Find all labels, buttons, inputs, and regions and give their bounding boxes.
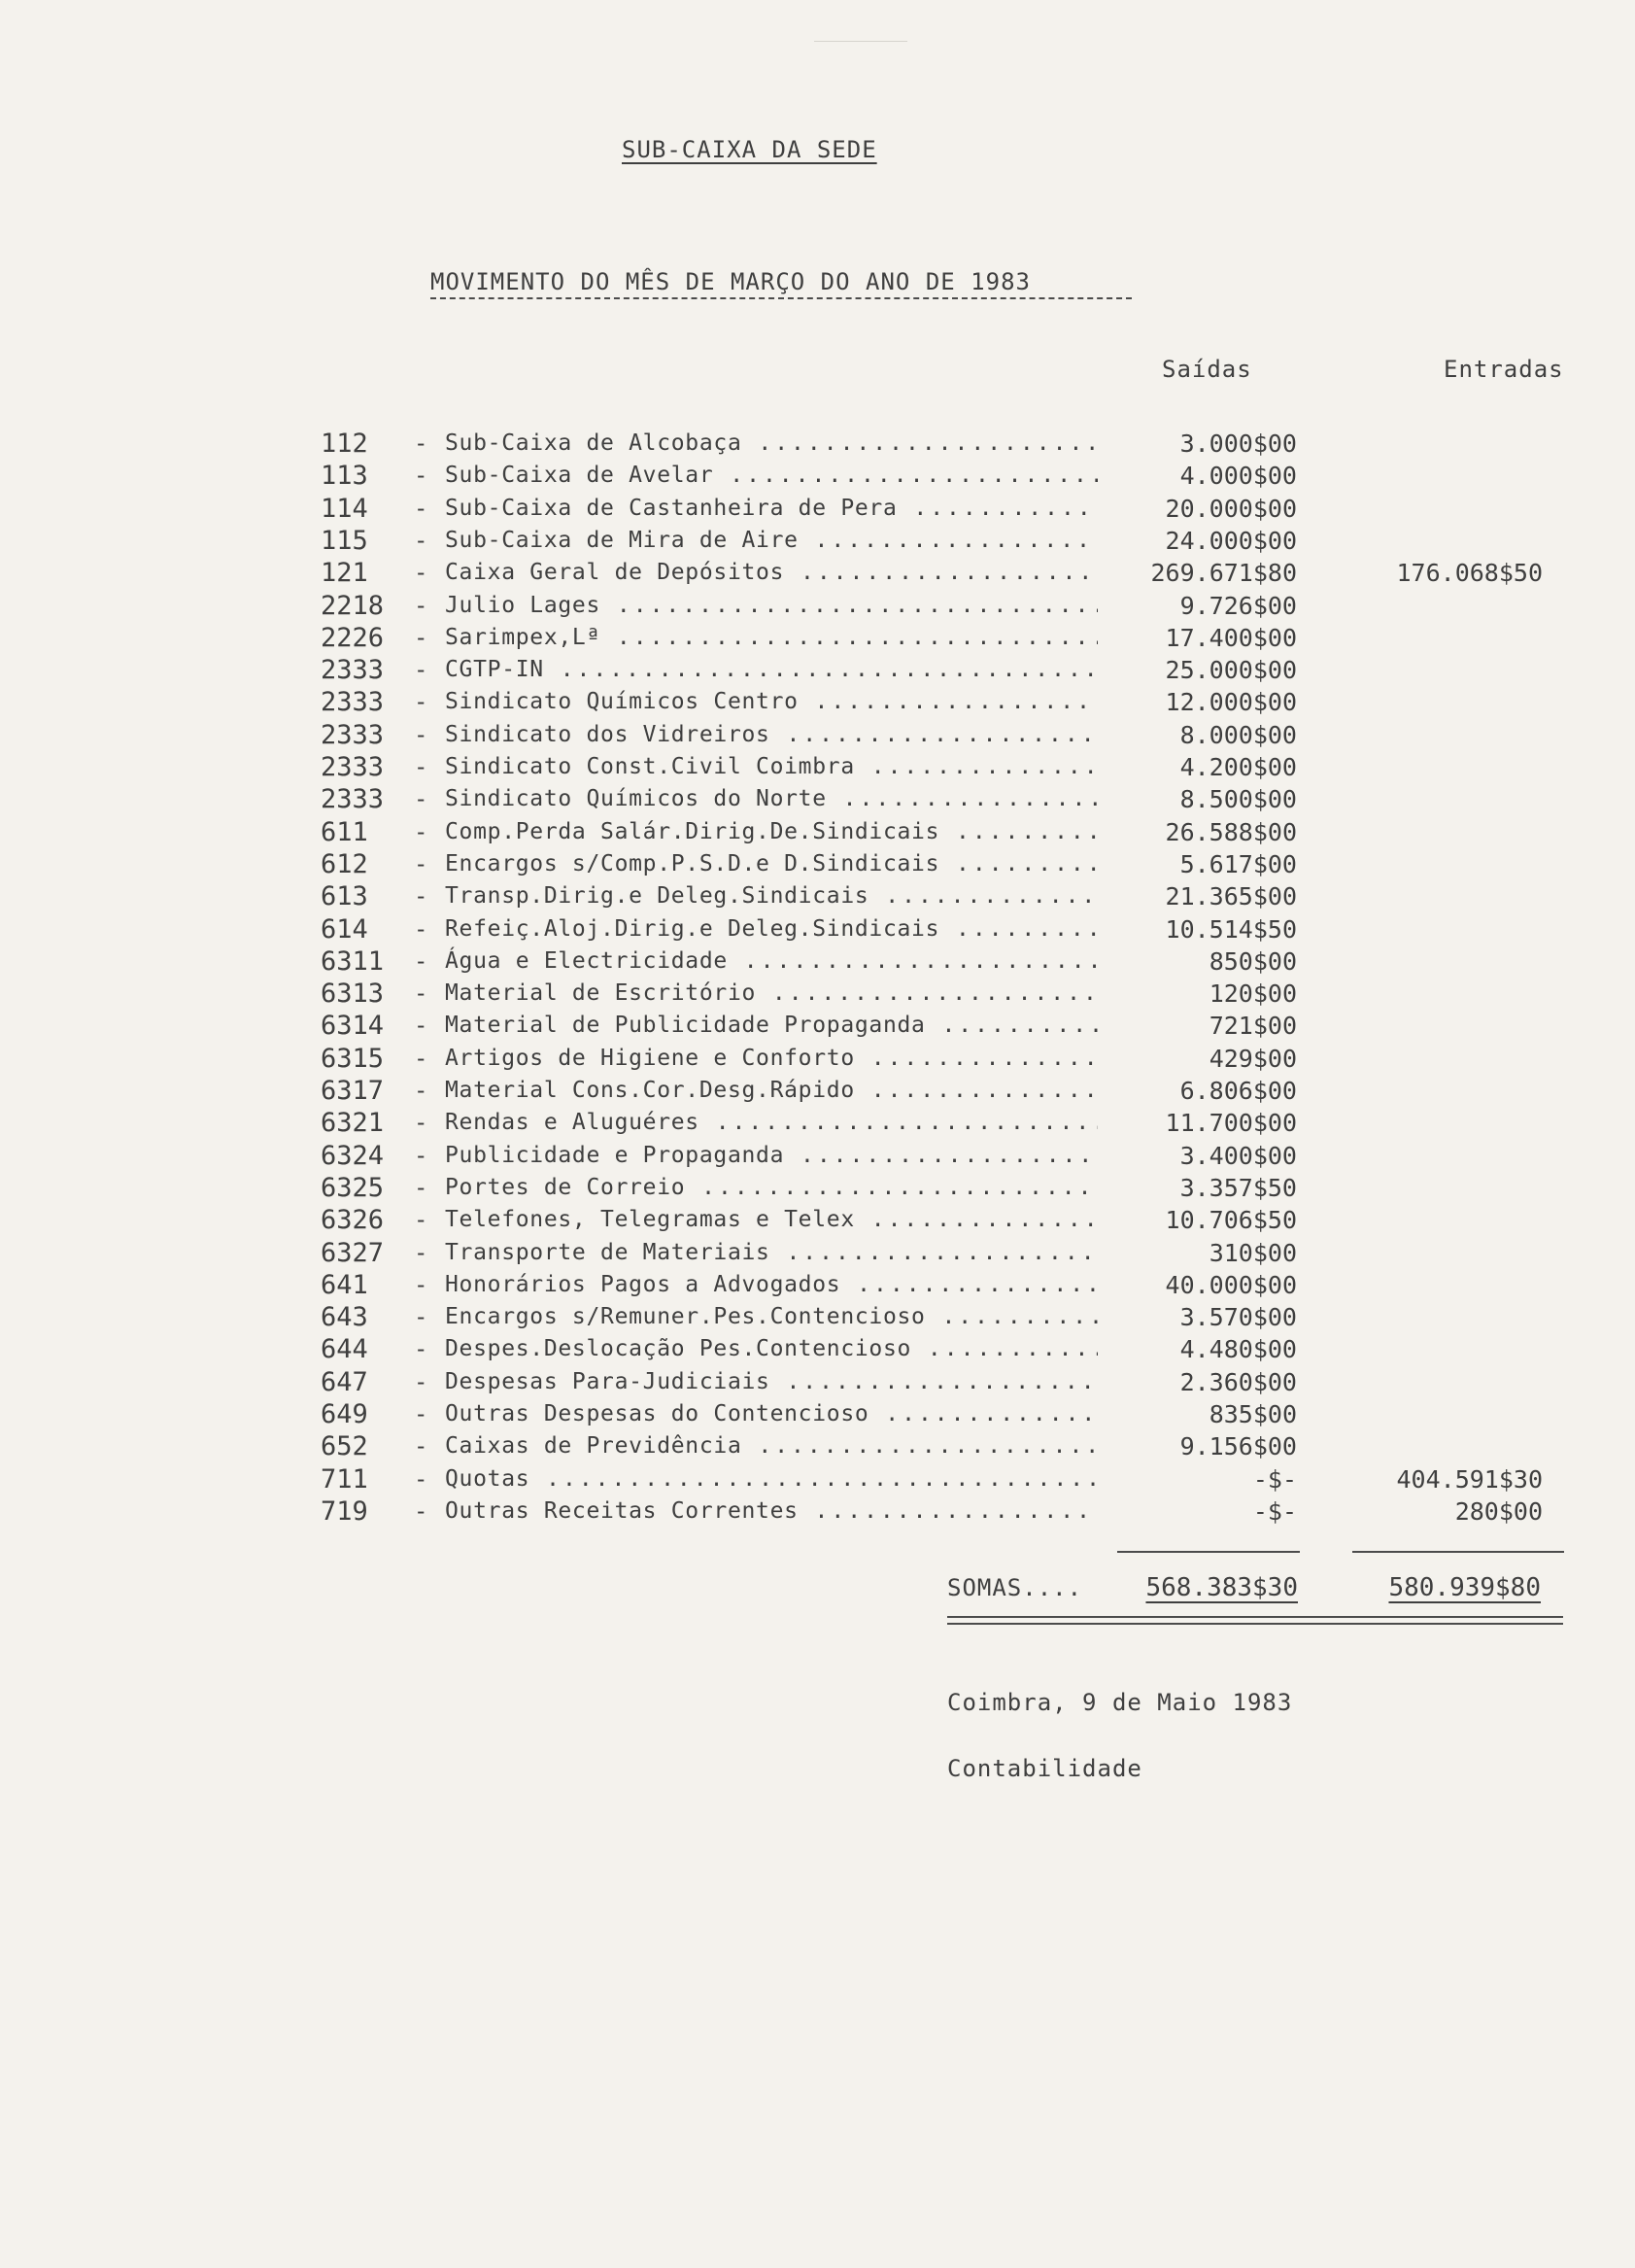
- account-description: Quotas .....: [445, 1463, 1098, 1495]
- account-code: 641: [321, 1269, 368, 1300]
- saidas-amount: 3.570$00: [1179, 1303, 1297, 1332]
- account-description: Caixa Geral de Depósitos .....: [445, 557, 1098, 589]
- table-row: [0, 1398, 1635, 1430]
- account-code: 6313: [321, 979, 385, 1010]
- row-dash: -: [414, 494, 428, 522]
- table-row: [0, 1237, 1635, 1269]
- row-dash: -: [414, 1077, 428, 1104]
- account-code: 6327: [321, 1237, 385, 1268]
- account-description: Material de Publicidade Propaganda .....: [445, 1010, 1098, 1042]
- row-dash: -: [414, 462, 428, 490]
- account-code: 112: [321, 429, 368, 459]
- table-row: [0, 428, 1635, 460]
- saidas-amount: 310$00: [1209, 1238, 1297, 1267]
- row-dash: -: [414, 1367, 428, 1395]
- table-row: [0, 719, 1635, 751]
- subtitle-dashed-rule: [430, 297, 1132, 299]
- saidas-amount: 20.000$00: [1165, 494, 1297, 523]
- account-code: 6314: [321, 1011, 385, 1042]
- table-row: [0, 1430, 1635, 1462]
- saidas-amount: 26.588$00: [1165, 817, 1297, 846]
- account-description: Transp.Dirig.e Deleg.Sindicais .....: [445, 880, 1098, 912]
- account-code: 6326: [321, 1205, 385, 1236]
- saidas-amount: 12.000$00: [1165, 688, 1297, 717]
- account-description: Água e Electricidade .....: [445, 945, 1098, 978]
- saidas-amount: 10.706$50: [1165, 1206, 1297, 1235]
- account-description: Caixas de Previdência .....: [445, 1430, 1098, 1462]
- account-description: Publicidade e Propaganda .....: [445, 1140, 1098, 1172]
- row-dash: -: [414, 1141, 428, 1169]
- table-row: [0, 783, 1635, 815]
- account-code: 2333: [321, 655, 385, 686]
- entradas-amount: 280$00: [1454, 1496, 1543, 1526]
- table-row: [0, 816, 1635, 848]
- account-description: Artigos de Higiene e Conforto .....: [445, 1043, 1098, 1075]
- row-dash: -: [414, 785, 428, 813]
- account-code: 643: [321, 1302, 368, 1333]
- table-row: [0, 590, 1635, 622]
- table-row: [0, 945, 1635, 978]
- table-row: [0, 751, 1635, 783]
- table-row: [0, 1075, 1635, 1107]
- row-dash: -: [414, 623, 428, 651]
- account-description: Despes.Deslocação Pes.Contencioso .....: [445, 1333, 1098, 1365]
- table-row: [0, 1043, 1635, 1075]
- account-description: Sindicato dos Vidreiros .....: [445, 719, 1098, 751]
- row-dash: -: [414, 559, 428, 587]
- table-row: [0, 686, 1635, 718]
- saidas-amount: 2.360$00: [1179, 1367, 1297, 1396]
- account-code: 6317: [321, 1076, 385, 1106]
- account-description: Honorários Pagos a Advogados .....: [445, 1269, 1098, 1301]
- saidas-amount: 17.400$00: [1165, 623, 1297, 652]
- table-row: [0, 493, 1635, 525]
- table-row: [0, 913, 1635, 945]
- saidas-amount: 3.357$50: [1179, 1173, 1297, 1202]
- table-row: [0, 557, 1635, 589]
- saidas-amount: 6.806$00: [1179, 1077, 1297, 1105]
- account-description: Comp.Perda Salár.Dirig.De.Sindicais .....: [445, 816, 1098, 848]
- place-date: Coimbra, 9 de Maio 1983: [947, 1689, 1293, 1716]
- saidas-amount: 835$00: [1209, 1400, 1297, 1428]
- entradas-amount: 404.591$30: [1396, 1464, 1543, 1494]
- saidas-amount: 850$00: [1209, 946, 1297, 976]
- saidas-amount: 4.200$00: [1179, 753, 1297, 781]
- account-description: Sub-Caixa de Avelar .....: [445, 460, 1098, 492]
- saidas-amount: 4.480$00: [1179, 1335, 1297, 1364]
- row-dash: -: [414, 720, 428, 748]
- saidas-amount: 40.000$00: [1165, 1270, 1297, 1299]
- account-code: 115: [321, 525, 368, 556]
- account-code: 6321: [321, 1108, 385, 1139]
- table-row: [0, 1172, 1635, 1204]
- account-description: Sindicato Químicos do Norte .....: [445, 783, 1098, 815]
- table-row: [0, 1301, 1635, 1333]
- row-dash: -: [414, 1206, 428, 1234]
- saidas-amount: -$-: [1252, 1464, 1297, 1494]
- saidas-amount: 25.000$00: [1165, 656, 1297, 685]
- account-code: 2333: [321, 752, 385, 782]
- saidas-amount: 10.514$50: [1165, 914, 1297, 944]
- table-row: [0, 978, 1635, 1010]
- account-description: Julio Lages .....: [445, 590, 1098, 622]
- account-code: 6311: [321, 945, 385, 977]
- saidas-amount: 9.156$00: [1179, 1432, 1297, 1461]
- table-row: [0, 1204, 1635, 1236]
- row-dash: -: [414, 1496, 428, 1525]
- table-row: [0, 1107, 1635, 1139]
- row-dash: -: [414, 914, 428, 943]
- account-code: 114: [321, 493, 368, 524]
- totals-saidas: 568.383$30: [1145, 1573, 1298, 1602]
- account-description: Sindicato Químicos Centro .....: [445, 686, 1098, 718]
- row-dash: -: [414, 849, 428, 877]
- saidas-amount: 4.000$00: [1179, 462, 1297, 491]
- entradas-amount: 176.068$50: [1396, 559, 1543, 588]
- table-row: [0, 654, 1635, 686]
- account-code: 611: [321, 816, 368, 847]
- row-dash: -: [414, 656, 428, 684]
- account-description: Rendas e Aluguéres .....: [445, 1107, 1098, 1139]
- account-code: 121: [321, 558, 368, 589]
- account-code: 614: [321, 913, 368, 945]
- saidas-amount: 8.000$00: [1179, 720, 1297, 749]
- account-code: 711: [321, 1463, 368, 1495]
- row-dash: -: [414, 753, 428, 780]
- table-row: [0, 1463, 1635, 1495]
- row-dash: -: [414, 1109, 428, 1137]
- saidas-amount: 21.365$00: [1165, 882, 1297, 911]
- account-description: Telefones, Telegramas e Telex .....: [445, 1204, 1098, 1236]
- account-description: Sub-Caixa de Castanheira de Pera .....: [445, 493, 1098, 525]
- account-code: 113: [321, 461, 368, 492]
- account-description: CGTP-IN .....: [445, 654, 1098, 686]
- table-row: [0, 622, 1635, 654]
- department: Contabilidade: [947, 1755, 1142, 1782]
- account-code: 612: [321, 848, 368, 879]
- account-code: 719: [321, 1495, 368, 1527]
- account-code: 2218: [321, 590, 385, 621]
- saidas-amount: 24.000$00: [1165, 526, 1297, 555]
- column-header-saidas: Saídas: [1162, 356, 1252, 383]
- document-title: SUB-CAIXA DA SEDE: [622, 136, 877, 163]
- account-code: 6315: [321, 1043, 385, 1074]
- row-dash: -: [414, 526, 428, 554]
- account-code: 644: [321, 1334, 368, 1365]
- account-description: Outras Receitas Correntes .....: [445, 1495, 1098, 1528]
- saidas-amount: 721$00: [1209, 1012, 1297, 1041]
- table-row: [0, 880, 1635, 912]
- saidas-amount: 8.500$00: [1179, 785, 1297, 814]
- row-dash: -: [414, 946, 428, 975]
- totals-double-rule-top: [947, 1616, 1563, 1618]
- account-description: Encargos s/Remuner.Pes.Contencioso .....: [445, 1301, 1098, 1333]
- totals-double-rule-bottom: [947, 1623, 1563, 1625]
- row-dash: -: [414, 1173, 428, 1201]
- saidas-amount: 9.726$00: [1179, 591, 1297, 620]
- account-description: Outras Despesas do Contencioso .....: [445, 1398, 1098, 1430]
- column-header-entradas: Entradas: [1444, 356, 1564, 383]
- table-row: [0, 1269, 1635, 1301]
- account-description: Sarimpex,Lª .....: [445, 622, 1098, 654]
- saidas-amount: 3.000$00: [1179, 430, 1297, 458]
- saidas-amount: 269.671$80: [1150, 559, 1297, 588]
- table-row: [0, 848, 1635, 880]
- row-dash: -: [414, 1270, 428, 1298]
- table-row: [0, 1495, 1635, 1528]
- account-code: 2333: [321, 687, 385, 718]
- table-row: [0, 460, 1635, 492]
- row-dash: -: [414, 1044, 428, 1072]
- account-description: Encargos s/Comp.P.S.D.e D.Sindicais .....: [445, 848, 1098, 880]
- account-description: Despesas Para-Judiciais .....: [445, 1366, 1098, 1398]
- row-dash: -: [414, 979, 428, 1008]
- account-code: 647: [321, 1366, 368, 1397]
- saidas-amount: 120$00: [1209, 979, 1297, 1009]
- row-dash: -: [414, 1400, 428, 1427]
- row-dash: -: [414, 688, 428, 716]
- account-code: 6325: [321, 1172, 385, 1203]
- row-dash: -: [414, 817, 428, 845]
- account-description: Sub-Caixa de Mira de Aire .....: [445, 525, 1098, 557]
- saidas-amount: 429$00: [1209, 1044, 1297, 1073]
- table-row: [0, 1010, 1635, 1042]
- row-dash: -: [414, 1238, 428, 1266]
- table-row: [0, 1140, 1635, 1172]
- saidas-subtotal-rule: [1117, 1551, 1300, 1553]
- paper-mark: [814, 41, 907, 52]
- account-code: 2333: [321, 719, 385, 750]
- table-row: [0, 1333, 1635, 1365]
- account-description: Transporte de Materiais .....: [445, 1237, 1098, 1269]
- account-code: 652: [321, 1431, 368, 1462]
- saidas-amount: -$-: [1252, 1496, 1297, 1526]
- row-dash: -: [414, 1432, 428, 1460]
- entradas-subtotal-rule: [1352, 1551, 1564, 1553]
- account-code: 2226: [321, 622, 385, 653]
- saidas-amount: 5.617$00: [1179, 849, 1297, 878]
- document-subtitle: MOVIMENTO DO MÊS DE MARÇO DO ANO DE 1983: [430, 268, 1031, 295]
- row-dash: -: [414, 591, 428, 619]
- account-description: Refeiç.Aloj.Dirig.e Deleg.Sindicais .....: [445, 913, 1098, 945]
- saidas-amount: 11.700$00: [1165, 1109, 1297, 1138]
- account-code: 6324: [321, 1140, 385, 1171]
- row-dash: -: [414, 882, 428, 911]
- account-description: Portes de Correio .....: [445, 1172, 1098, 1204]
- saidas-amount: 3.400$00: [1179, 1141, 1297, 1170]
- account-description: Material de Escritório .....: [445, 978, 1098, 1010]
- account-description: Sub-Caixa de Alcobaça .....: [445, 428, 1098, 460]
- row-dash: -: [414, 1012, 428, 1040]
- table-row: [0, 525, 1635, 557]
- row-dash: -: [414, 1464, 428, 1493]
- row-dash: -: [414, 1335, 428, 1363]
- totals-label: SOMAS....: [947, 1574, 1083, 1601]
- account-description: Sindicato Const.Civil Coimbra .....: [445, 751, 1098, 783]
- totals-entradas: 580.939$80: [1388, 1573, 1541, 1602]
- account-code: 649: [321, 1399, 368, 1429]
- account-code: 613: [321, 881, 368, 912]
- row-dash: -: [414, 430, 428, 457]
- account-description: Material Cons.Cor.Desg.Rápido .....: [445, 1075, 1098, 1107]
- table-row: [0, 1366, 1635, 1398]
- row-dash: -: [414, 1303, 428, 1331]
- account-code: 2333: [321, 784, 385, 815]
